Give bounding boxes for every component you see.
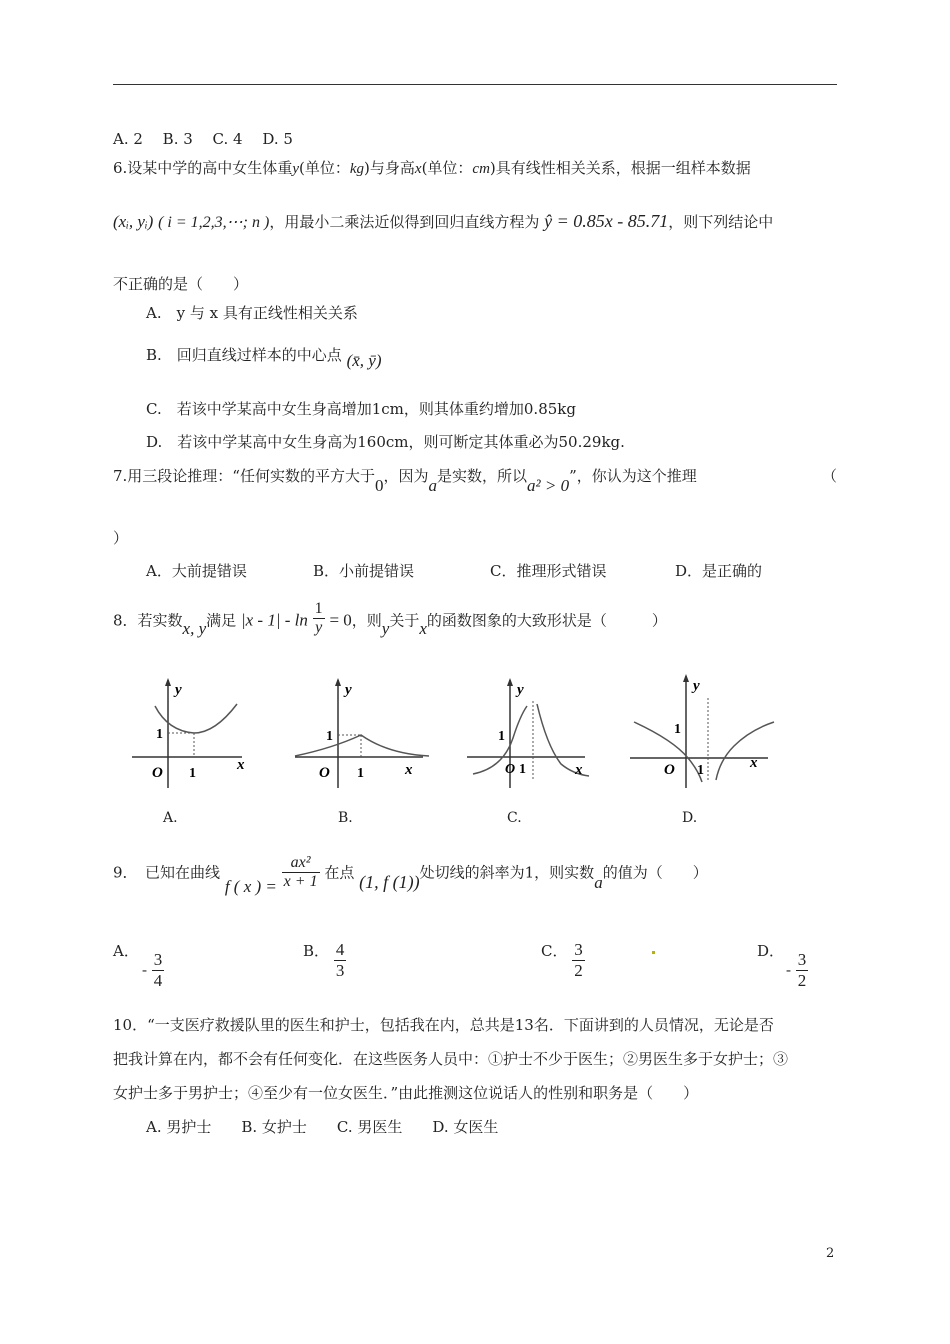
graph-c-caption: C.	[507, 810, 522, 826]
q10-line1: 10．“一支医疗救援队里的医生和护士，包括我在内，总共是13名．下面讲到的人员情况，无论是否	[113, 1016, 774, 1034]
graph-d-y-arrow	[683, 674, 689, 682]
graph-c-x-tick: 1	[519, 762, 526, 777]
graph-a	[130, 676, 250, 796]
q6-option-a: A. y 与 x 具有正线性相关关系	[146, 304, 358, 322]
graph-b-y-label: y	[345, 682, 352, 698]
page-number: 2	[826, 1246, 835, 1261]
q10-line3: 女护士多于男护士；④至少有一位女医生．”由此推测这位说话人的性别和职务是（ ）	[113, 1084, 699, 1102]
q9-line1: 9． 已知在曲线 f ( x ) = $\frac{\text{ax²}}{x + 1}$ 在点 (1, f (1))处切线的斜率为1，则实数a的值为（ ）	[113, 854, 708, 896]
graph-a-caption: A.	[163, 810, 178, 826]
q7-option-d: D．是正确的	[675, 562, 763, 580]
q9-option-c: C． $\frac{3}{2}$	[541, 940, 583, 980]
q7-line1: 7.用三段论推理：“任何实数的平方大于0，因为a是实数，所以a² > 0”，你认为这个推理	[113, 467, 697, 495]
q6-line2: (xᵢ, yᵢ) ( i = 1,2,3,⋯; n )，用最小二乘法近似得到回归直线方程为 ŷ = 0.85x - 85.71，则下列结论中	[113, 211, 774, 231]
graph-c-origin: O	[505, 762, 516, 777]
q9-option-d: D．	[757, 942, 785, 960]
graph-c-y-label: y	[517, 682, 524, 698]
graph-b-caption: B.	[338, 810, 353, 826]
q9-option-a-value: - $\frac{3}{4}$	[142, 950, 163, 990]
q8-line1: 8．若实数x, y满足 |x - 1| - ln $\frac{1}{y}$ = 0，则y关于x的函数图象的大致形状是（ ）	[113, 600, 667, 638]
graph-b-origin: O	[319, 765, 330, 781]
graph-b-y-tick: 1	[326, 729, 333, 744]
graph-a-origin: O	[152, 765, 163, 781]
stray-dot	[652, 951, 655, 954]
graph-d	[628, 670, 778, 800]
graph-d-curve-right	[716, 722, 774, 780]
q7-paren-close: ）	[113, 529, 129, 547]
graph-a-y-label: y	[175, 682, 182, 698]
graph-d-x-tick: 1	[697, 763, 704, 778]
q7-paren-open: （	[822, 467, 838, 485]
graph-b	[293, 676, 433, 796]
graph-d-origin: O	[664, 762, 675, 778]
q7-option-c: C．推理形式错误	[490, 562, 607, 580]
graph-c-y-tick: 1	[498, 729, 505, 744]
graph-b-curve	[295, 735, 429, 756]
graph-a-x-label: x	[237, 757, 245, 773]
graph-d-y-tick: 1	[674, 722, 681, 737]
graph-a-x-tick: 1	[189, 766, 196, 781]
q7-option-b: B．小前提错误	[313, 562, 415, 580]
q10-options: A. 男护士 B. 女护士 C. 男医生 D. 女医生	[146, 1118, 499, 1136]
graph-b-y-arrow	[335, 678, 341, 686]
q5-options: A. 2 B. 3 C. 4 D. 5	[113, 130, 293, 148]
graph-a-y-arrow	[165, 678, 171, 686]
graph-d-x-label: x	[750, 755, 758, 771]
q6-option-c: C. 若该中学某高中女生身高增加1cm，则其体重约增加0.85kg	[146, 400, 576, 418]
q7-option-a: A．大前提错误	[146, 562, 247, 580]
q9-option-a: A．	[113, 942, 139, 960]
q9-option-d-value: - $\frac{3}{2}$	[786, 950, 807, 990]
graph-d-caption: D.	[682, 810, 698, 826]
graph-c-y-arrow	[507, 678, 513, 686]
q9-option-b: B． $\frac{4}{3}$	[303, 940, 345, 980]
graph-b-x-label: x	[405, 762, 413, 778]
header-rule	[113, 84, 837, 85]
q10-line2: 把我计算在内，都不会有任何变化．在这些医务人员中：①护士不少于医生；②男医生多于女护士；③	[113, 1050, 789, 1068]
graph-a-y-tick: 1	[156, 727, 163, 742]
graph-b-x-tick: 1	[357, 766, 364, 781]
q6-line1: 6.设某中学的高中女生体重y(单位：kg)与身高x(单位：cm)具有线性相关关系，根据一组样本数据	[113, 159, 751, 177]
q6-line3: 不正确的是（ ）	[113, 275, 249, 293]
graph-c	[465, 676, 595, 796]
graph-d-y-label: y	[693, 678, 700, 694]
q6-option-d: D. 若该中学某高中女生身高为160cm，则可断定其体重必为50.29kg.	[146, 433, 625, 451]
q6-option-b: B. 回归直线过样本的中心点 (x̄, ȳ)	[146, 346, 382, 370]
graph-c-x-label: x	[575, 762, 583, 778]
